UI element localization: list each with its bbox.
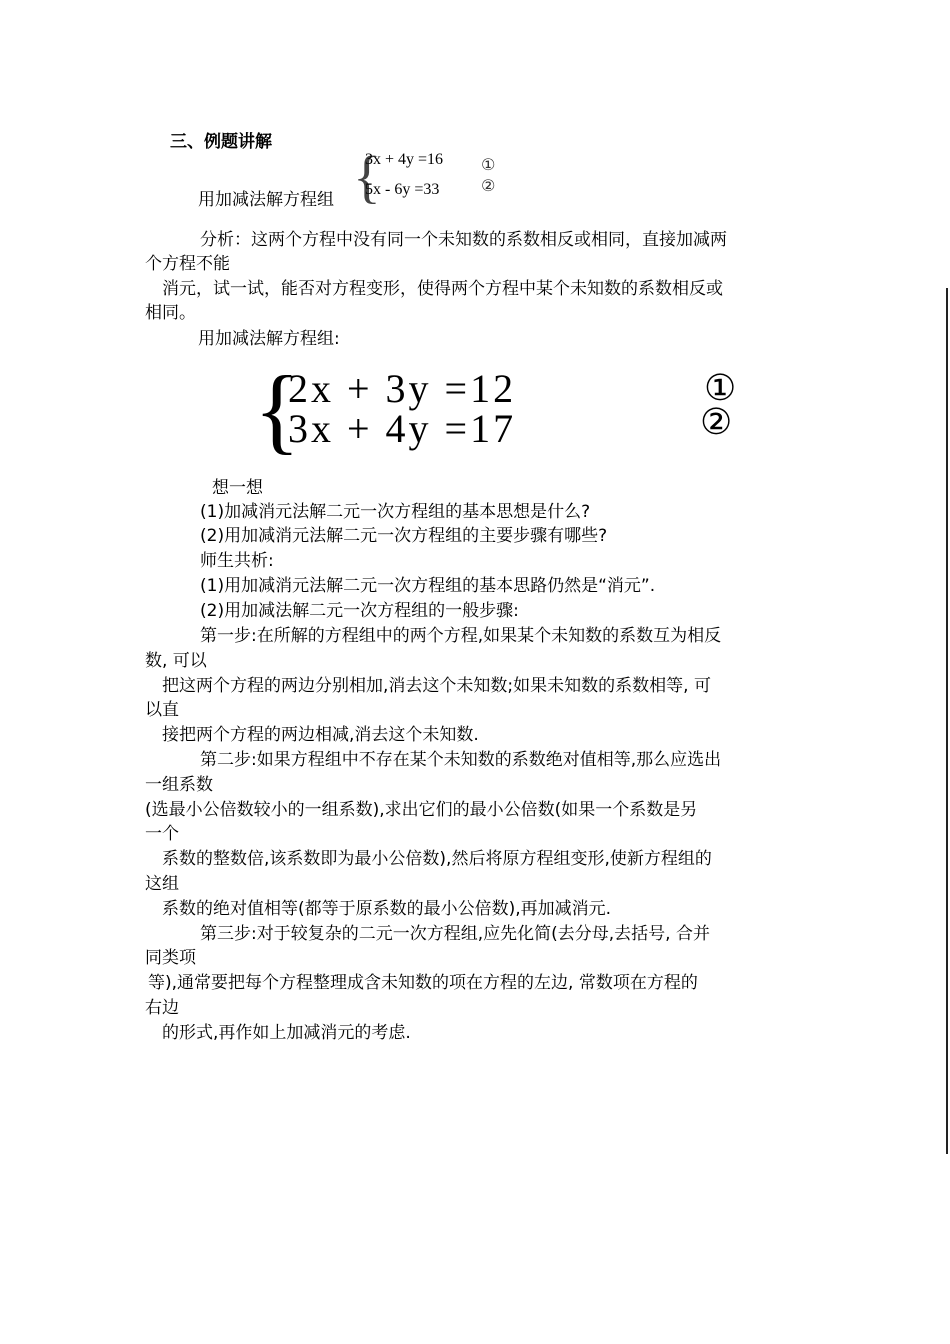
- section-title: 三、例题讲解: [170, 132, 272, 152]
- example1-brace: {: [353, 144, 381, 209]
- step2-line7: 系数的绝对值相等(都等于原系数的最小公倍数),再加减消元.: [162, 899, 612, 919]
- step2-line1: 第二步:如果方程组中不存在某个未知数的系数绝对值相等,那么应选出: [200, 750, 722, 770]
- example1-eq1: 3x + 4y =16: [365, 151, 444, 168]
- example2-mark1: ①: [704, 368, 737, 409]
- step1-line3: 把这两个方程的两边分别相加,消去这个未知数;如果未知数的系数相等, 可: [162, 676, 711, 696]
- step3-line5: 的形式,再作如上加减消元的考虑.: [162, 1023, 411, 1043]
- analysis-line4: 相同。: [145, 303, 196, 323]
- analysis-line2: 个方程不能: [145, 254, 230, 274]
- step2-line4: 一个: [145, 824, 179, 844]
- example1-mark1: ①: [481, 155, 496, 174]
- step1-line4: 以直: [145, 700, 179, 720]
- example2-prompt: 用加减法解方程组:: [198, 329, 340, 349]
- step2-line5: 系数的整数倍,该系数即为最小公倍数),然后将原方程组变形,使新方程组的: [162, 849, 712, 869]
- step3-line4: 右边: [145, 998, 179, 1018]
- analysis-line1: 分析：这两个方程中没有同一个未知数的系数相反或相同，直接加减两: [200, 230, 727, 250]
- example2-brace: {: [254, 356, 301, 463]
- think-question2: (2)用加减消元法解二元一次方程组的主要步骤有哪些?: [200, 526, 608, 546]
- example1-mark2: ②: [481, 176, 496, 195]
- example2-eq2: 3x + 4y =17: [288, 406, 517, 451]
- page-edge-rule: [946, 288, 948, 1154]
- step1-line2: 数, 可以: [145, 651, 207, 671]
- think-answer2: (2)用加减法解二元一次方程组的一般步骤:: [200, 601, 519, 621]
- step2-line3: (选最小公倍数较小的一组系数),求出它们的最小公倍数(如果一个系数是另: [145, 800, 698, 820]
- step1-line1: 第一步:在所解的方程组中的两个方程,如果某个未知数的系数互为相反: [200, 626, 722, 646]
- step3-line1: 第三步:对于较复杂的二元一次方程组,应先化简(去分母,去括号, 合并: [200, 924, 710, 944]
- analysis-line3: 消元，试一试，能否对方程变形，使得两个方程中某个未知数的系数相反或: [162, 279, 723, 299]
- example2-mark2: ②: [700, 402, 733, 443]
- example1-prompt: 用加减法解方程组: [198, 190, 334, 210]
- think-answer1: (1)用加减消元法解二元一次方程组的基本思路仍然是“消元”.: [200, 576, 656, 596]
- think-question1: (1)加减消元法解二元一次方程组的基本思想是什么?: [200, 502, 591, 522]
- think-discuss: 师生共析:: [200, 551, 274, 571]
- example1-eq2: 5x - 6y =33: [365, 181, 440, 198]
- step2-line6: 这组: [145, 874, 179, 894]
- step3-line3: 等),通常要把每个方程整理成含未知数的项在方程的左边, 常数项在方程的: [148, 973, 698, 993]
- think-title: 想一想: [212, 478, 263, 498]
- step3-line2: 同类项: [145, 948, 196, 968]
- step2-line2: 一组系数: [145, 775, 213, 795]
- example2-eq1: 2x + 3y =12: [288, 366, 517, 411]
- step1-line5: 接把两个方程的两边相减,消去这个未知数.: [162, 725, 479, 745]
